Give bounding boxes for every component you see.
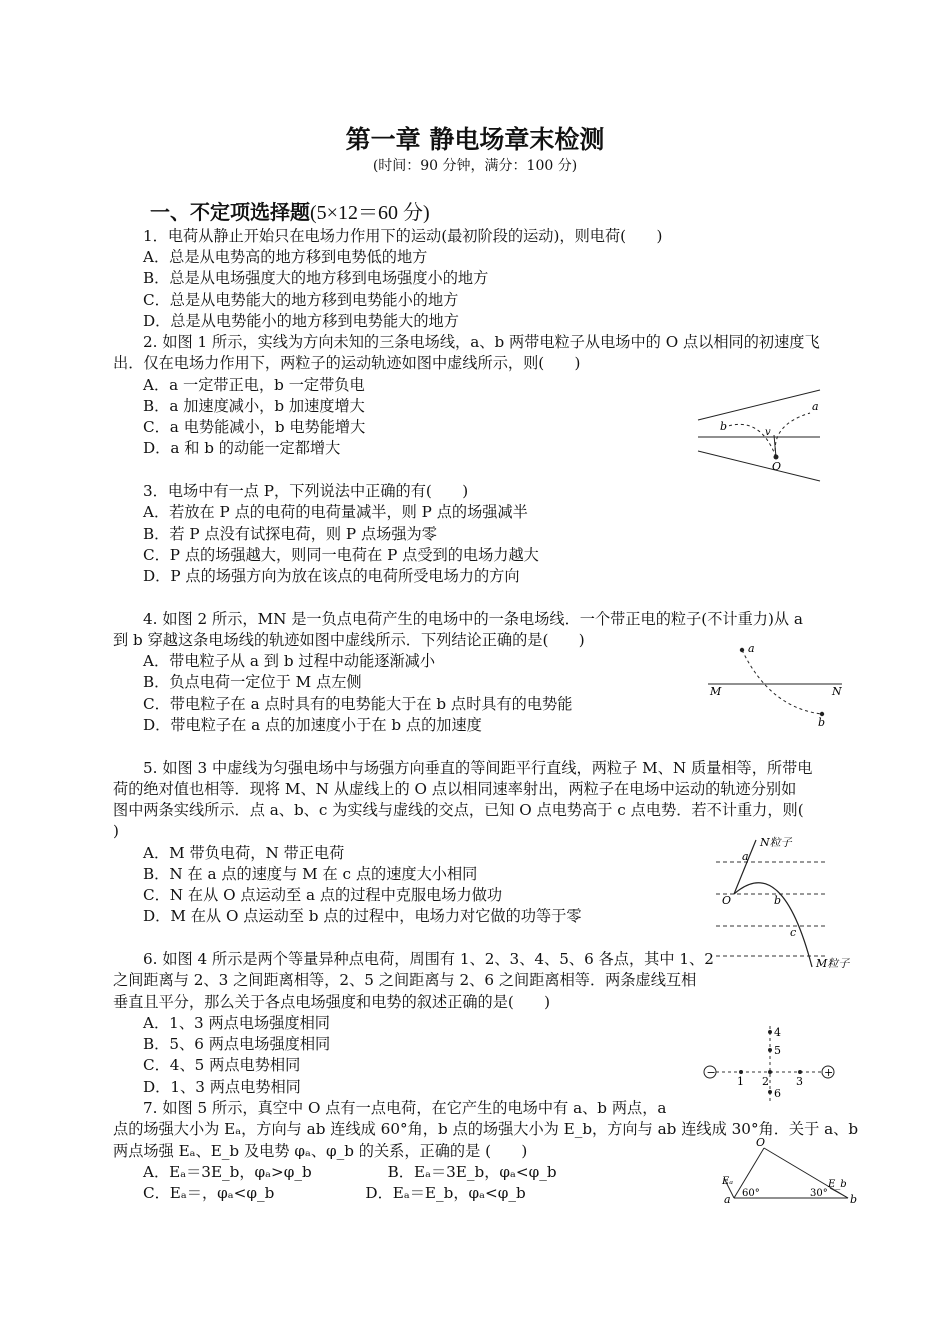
q1-stem: 1．电荷从静止开始只在电场力作用下的运动(最初阶段的运动)，则电荷( ) [143,227,663,245]
fig3-label-m-particle: M粒子 [816,957,850,970]
q3-option-d: D．P 点的场强方向为放在该点的电荷所受电场力的方向 [143,567,520,585]
fig1-label-b: b [720,420,728,433]
q7-options-a-b: A．Eₐ＝3E_b，φₐ>φ_b B．Eₐ＝3E_b，φₐ<φ_b [143,1163,557,1181]
q1-option-c: C．总是从电势能大的地方移到电势能小的地方 [143,291,459,309]
q4-stem-line2: 到 b 穿越这条电场线的轨迹如图中虚线所示．下列结论正确的是( ) [113,631,585,649]
q2-option-c: C．a 电势能减小，b 电势能增大 [143,418,366,436]
page-title: 第一章 静电场章末检测 [345,125,605,154]
fig3-label-o: O [722,894,732,907]
figure-3 [712,832,862,972]
q3-stem: 3．电场中有一点 P，下列说法中正确的有( ) [143,482,469,500]
fig4-point-5: 5 [774,1044,781,1057]
q2-option-d: D．a 和 b 的动能一定都增大 [143,439,341,457]
q2-option-b: B．a 加速度减小，b 加速度增大 [143,397,365,415]
fig5-angle-60: 60° [742,1188,760,1199]
q4-option-c: C．带电粒子在 a 点时具有的电势能大于在 b 点时具有的电势能 [143,695,573,713]
fig2-label-n: N [832,685,842,698]
q5-option-b: B．N 在 a 点的速度与 M 在 c 点的速度大小相同 [143,865,478,883]
section-heading [150,196,430,225]
fig5-label-eb: E_b [828,1179,847,1190]
q3-option-c: C．P 点的场强越大，则同一电荷在 P 点受到的电场力越大 [143,546,539,564]
fig2-label-m: M [710,685,722,698]
q6-option-b: B．5、6 两点电场强度相同 [143,1035,331,1053]
fig5-angle-30: 30° [810,1188,828,1199]
q1-option-b: B．总是从电场强度大的地方移到电场强度小的地方 [143,269,489,287]
q5-stem-line2: 荷的绝对值也相等．现将 M、N 从虚线上的 O 点以相同速率射出，两粒子在电场中运动的轨迹分别如 [113,780,797,798]
figure-5 [720,1134,860,1206]
q6-stem-line3: 垂直且平分，那么关于各点电场强度和电势的叙述正确的是( ) [113,993,551,1011]
fig2-label-a: a [748,642,755,655]
q6-stem-line1: 6. 如图 4 所示是两个等量异种点电荷，周围有 1、2、3、4、5、6 各点，其中 1、2 [143,950,714,968]
fig5-label-a: a [724,1193,731,1206]
q7-options-c-d: C．Eₐ＝，φₐ<φ_b D．Eₐ＝E_b，φₐ<φ_b [143,1184,526,1202]
fig3-label-n-particle: N粒子 [760,836,792,849]
fig4-negative-charge: − [706,1066,716,1079]
q4-option-d: D．带电粒子在 a 点的加速度小于在 b 点的加速度 [143,716,482,734]
q3-option-a: A．若放在 P 点的电荷的电荷量减半，则 P 点的场强减半 [143,503,528,521]
fig5-label-ea: Eₐ [722,1176,734,1187]
q2-stem-line1: 2. 如图 1 所示，实线为方向未知的三条电场线，a、b 两带电粒子从电场中的 O 点以相同的初速度飞 [143,333,820,351]
section-score: (5×12＝60 分) [310,202,430,224]
q5-stem-line1: 5. 如图 3 中虚线为匀强电场中与场强方向垂直的等间距平行直线，两粒子 M、N 质量相等，所带电 [143,759,813,777]
q4-stem-line1: 4. 如图 2 所示，MN 是一负点电荷产生的电场中的一条电场线．一个带正电的粒子(不计重力)从 a [143,610,803,628]
q2-stem-line2: 出．仅在电场力作用下，两粒子的运动轨迹如图中虚线所示，则( ) [113,354,581,372]
q2-option-a: A．a 一定带正电，b 一定带负电 [143,376,365,394]
fig3-label-b: b [774,894,782,907]
fig2-label-b: b [818,716,826,729]
section-title: 一、不定项选择题 [150,200,310,224]
q3-option-b: B．若 P 点没有试探电荷，则 P 点场强为零 [143,525,437,543]
fig4-point-2: 2 [762,1075,769,1088]
q6-option-a: A．1、3 两点电场强度相同 [143,1014,330,1032]
q5-option-d: D．M 在从 O 点运动至 b 点的过程中，电场力对它做的功等于零 [143,907,582,925]
q7-stem-line1: 7. 如图 5 所示，真空中 O 点有一点电荷，在它产生的电场中有 a、b 两点，a [143,1099,667,1117]
figure-2 [700,638,850,730]
q6-option-c: C．4、5 两点电势相同 [143,1056,301,1074]
fig4-point-6: 6 [774,1087,781,1100]
q5-option-a: A．M 带负电荷，N 带正电荷 [143,844,345,862]
q6-stem-line2: 之间距离与 2、3 之间距离相等，2、5 之间距离与 2、6 之间距离相等．两条虚线互相 [113,971,697,989]
q5-option-c: C．N 在从 O 点运动至 a 点的过程中克服电场力做功 [143,886,503,904]
figure-1 [690,385,830,485]
fig4-point-3: 3 [796,1075,803,1088]
q4-option-a: A．带电粒子从 a 到 b 过程中动能逐渐减小 [143,652,436,670]
fig5-label-b: b [850,1193,858,1206]
q6-option-d: D．1、3 两点电势相同 [143,1078,301,1096]
q4-option-b: B．负点电荷一定位于 M 点左侧 [143,673,362,691]
fig1-label-o: O [772,460,782,473]
fig1-label-a: a [812,400,819,413]
figure-4 [700,1022,840,1104]
q1-option-a: A．总是从电势高的地方移到电势低的地方 [143,248,428,266]
q5-stem-line3: 图中两条实线所示．点 a、b、c 为实线与虚线的交点，已知 O 点电势高于 c 点电势．若不计重力，则( [113,801,804,819]
fig4-point-1: 1 [737,1075,744,1088]
q1-option-d: D．总是从电势能小的地方移到电势能大的地方 [143,312,459,330]
exam-meta: (时间：90 分钟，满分：100 分) [372,158,578,174]
q7-stem-line3: 两点场强 Eₐ、E_b 及电势 φₐ、φ_b 的关系，正确的是 ( ) [113,1142,528,1160]
fig4-positive-charge: + [824,1066,834,1079]
fig4-point-4: 4 [774,1026,781,1039]
fig1-label-v: v [765,427,771,438]
q5-stem-line4: ) [113,822,119,840]
fig3-label-c: c [790,926,797,939]
fig5-label-o: O [756,1136,766,1149]
q7-stem-line2: 点的场强大小为 Eₐ，方向与 ab 连线成 60°角，b 点的场强大小为 E_b，方向与 ab 连线成 30°角．关于 a、b [113,1120,859,1138]
fig3-label-a: a [742,850,749,863]
